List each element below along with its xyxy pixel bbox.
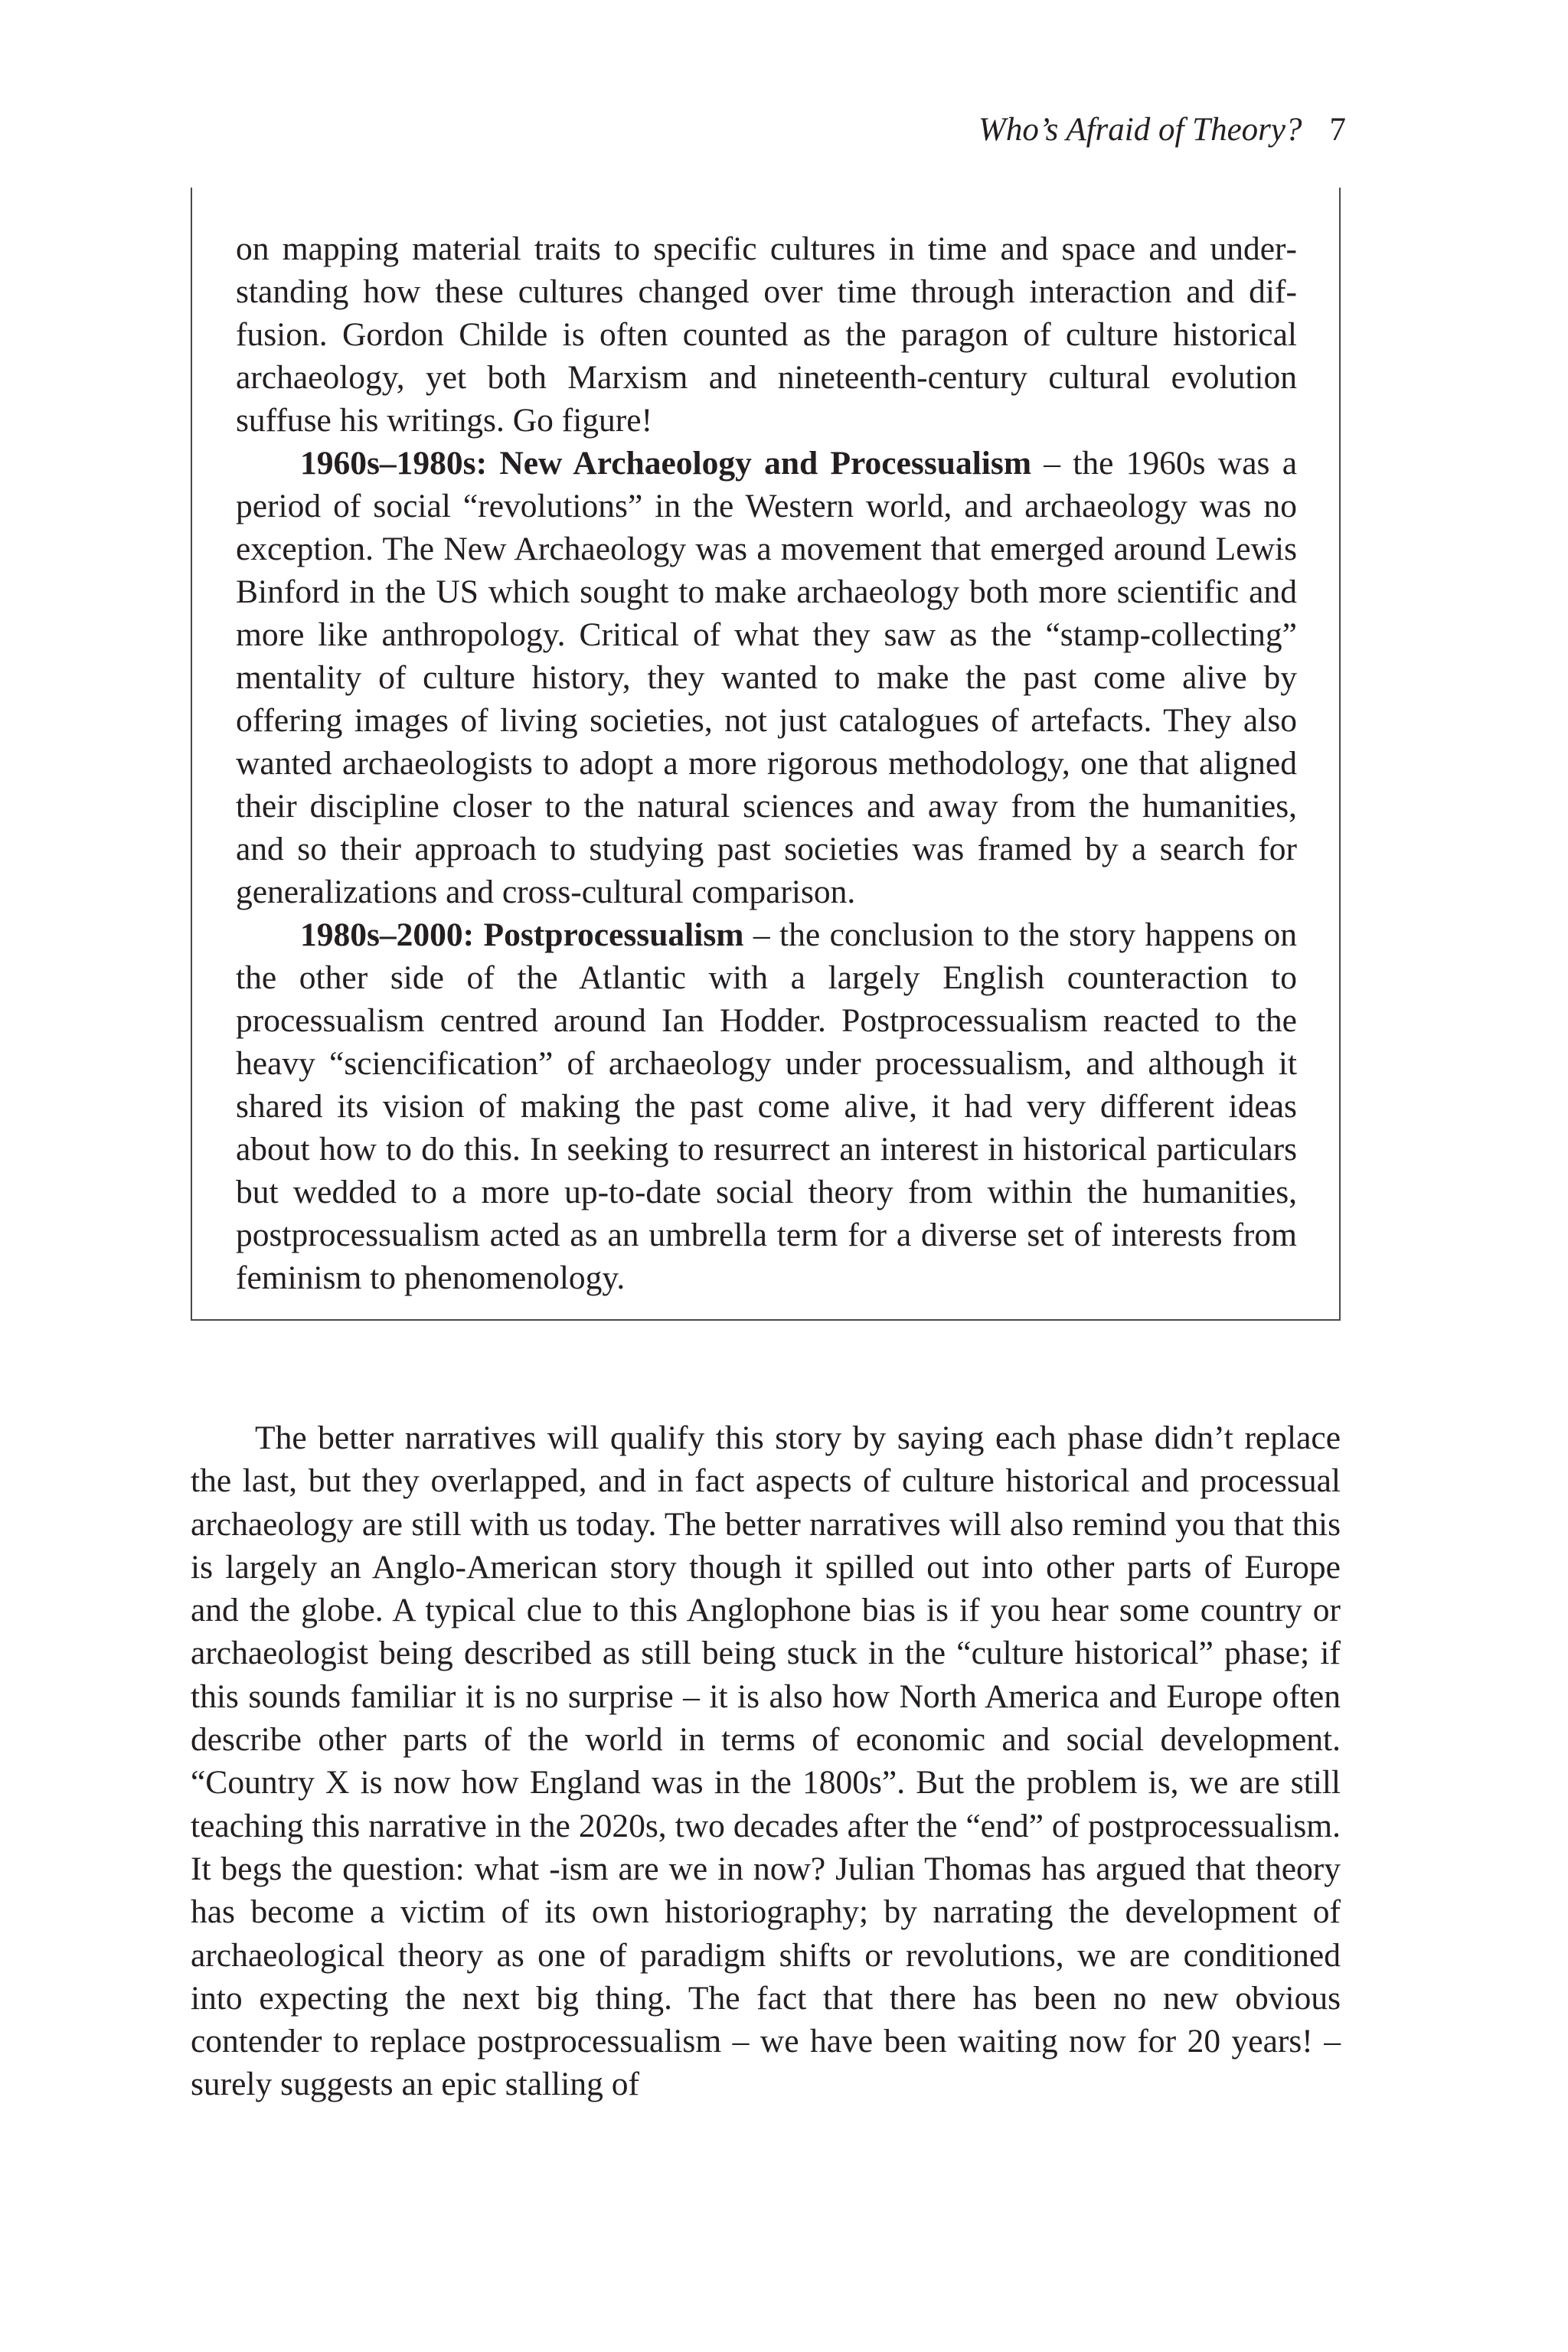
heading-processualism: 1960s–1980s: New Archaeology and Processualism [300, 445, 1032, 482]
box-paragraph-postprocessualism [236, 913, 1297, 1299]
text-postprocessualism: – the conclusion to the story happens on the other side of the Atlantic with a largely English counteraction to processualism centred around Ian Hodder. Postprocessualism reacted to the heavy “sciencification” of archaeology under processualism, and although it shared its vision of making the past come alive, it had very different ideas about how to do this. In seeking to resurrect an interest in historical particulars but wedded to a more up-to-date social theory from within the humanities, postprocessualism acted as an umbrella term for a diverse set of interests from feminism to phenomenology. [236, 916, 1297, 1296]
main-body [191, 1416, 1341, 2106]
running-head-title: Who’s Afraid of Theory? [978, 112, 1302, 148]
box-paragraph-culture-history: on mapping material traits to specific cultures in time and space and understanding how these cultures changed over time through interaction and diffusion. Gordon Childe is often counted as the paragon of culture historical archaeology, yet both Marxism and nineteenth-century cultural evolution suffuse his writings. Go figure! [236, 230, 1297, 439]
box-paragraph-processualism [236, 442, 1297, 913]
page-number: 7 [1329, 112, 1346, 148]
text-processualism: – the 1960s was a period of social “revolutions” in the Western world, and archaeology was no exception. The New Archaeology was a movement that emerged around Lewis Binford in the US which sought to make archaeology both more scientific and more like anthropology. Critical of what they saw as the “stamp-collecting” mentality of culture history, they wanted to make the past come alive by offering images of living societies, not just catalogues of artefacts. They also wanted archaeologists to adopt a more rigorous methodology, one that aligned their discipline closer to the natural sciences and away from the humanities, and so their approach to studying past societies was framed by a search for generalizations and cross-cultural comparison. [236, 445, 1297, 910]
heading-postprocessualism: 1980s–2000: Postprocessualism [300, 916, 744, 953]
running-head [978, 113, 1346, 146]
body-paragraph: The better narratives will qualify this story by saying each phase didn’t replace the last, but they overlapped, and in fact aspects of culture historical and processual archaeology are still with us today. The better narratives will also remind you that this is largely an Anglo-American story though it spilled out into other parts of Europe and the globe. A typical clue to this Anglophone bias is if you hear some country or archaeologist being described as still being stuck in the “culture historical” phase; if this sounds familiar it is no surprise – it is also how North America and Europe often describe other parts of the world in terms of economic and social development. “Country X is now how England was in the 1800s”. But the problem is, we are still teaching this narrative in the 2020s, two decades after the “end” of postprocessualism. It begs the question: what -ism are we in now? Julian Thomas has argued that theory has become a victim of its own historiography; by narrating the development of archaeological theory as one of paradigm shifts or revolutions, we are conditioned into expecting the next big thing. The fact that there has been no new obvious contender to replace postprocessualism – we have been waiting now for 20 years! – surely suggests an epic stalling of [191, 1419, 1341, 2103]
sidebar-box [191, 188, 1341, 1321]
sidebar-box-content [236, 227, 1297, 1299]
